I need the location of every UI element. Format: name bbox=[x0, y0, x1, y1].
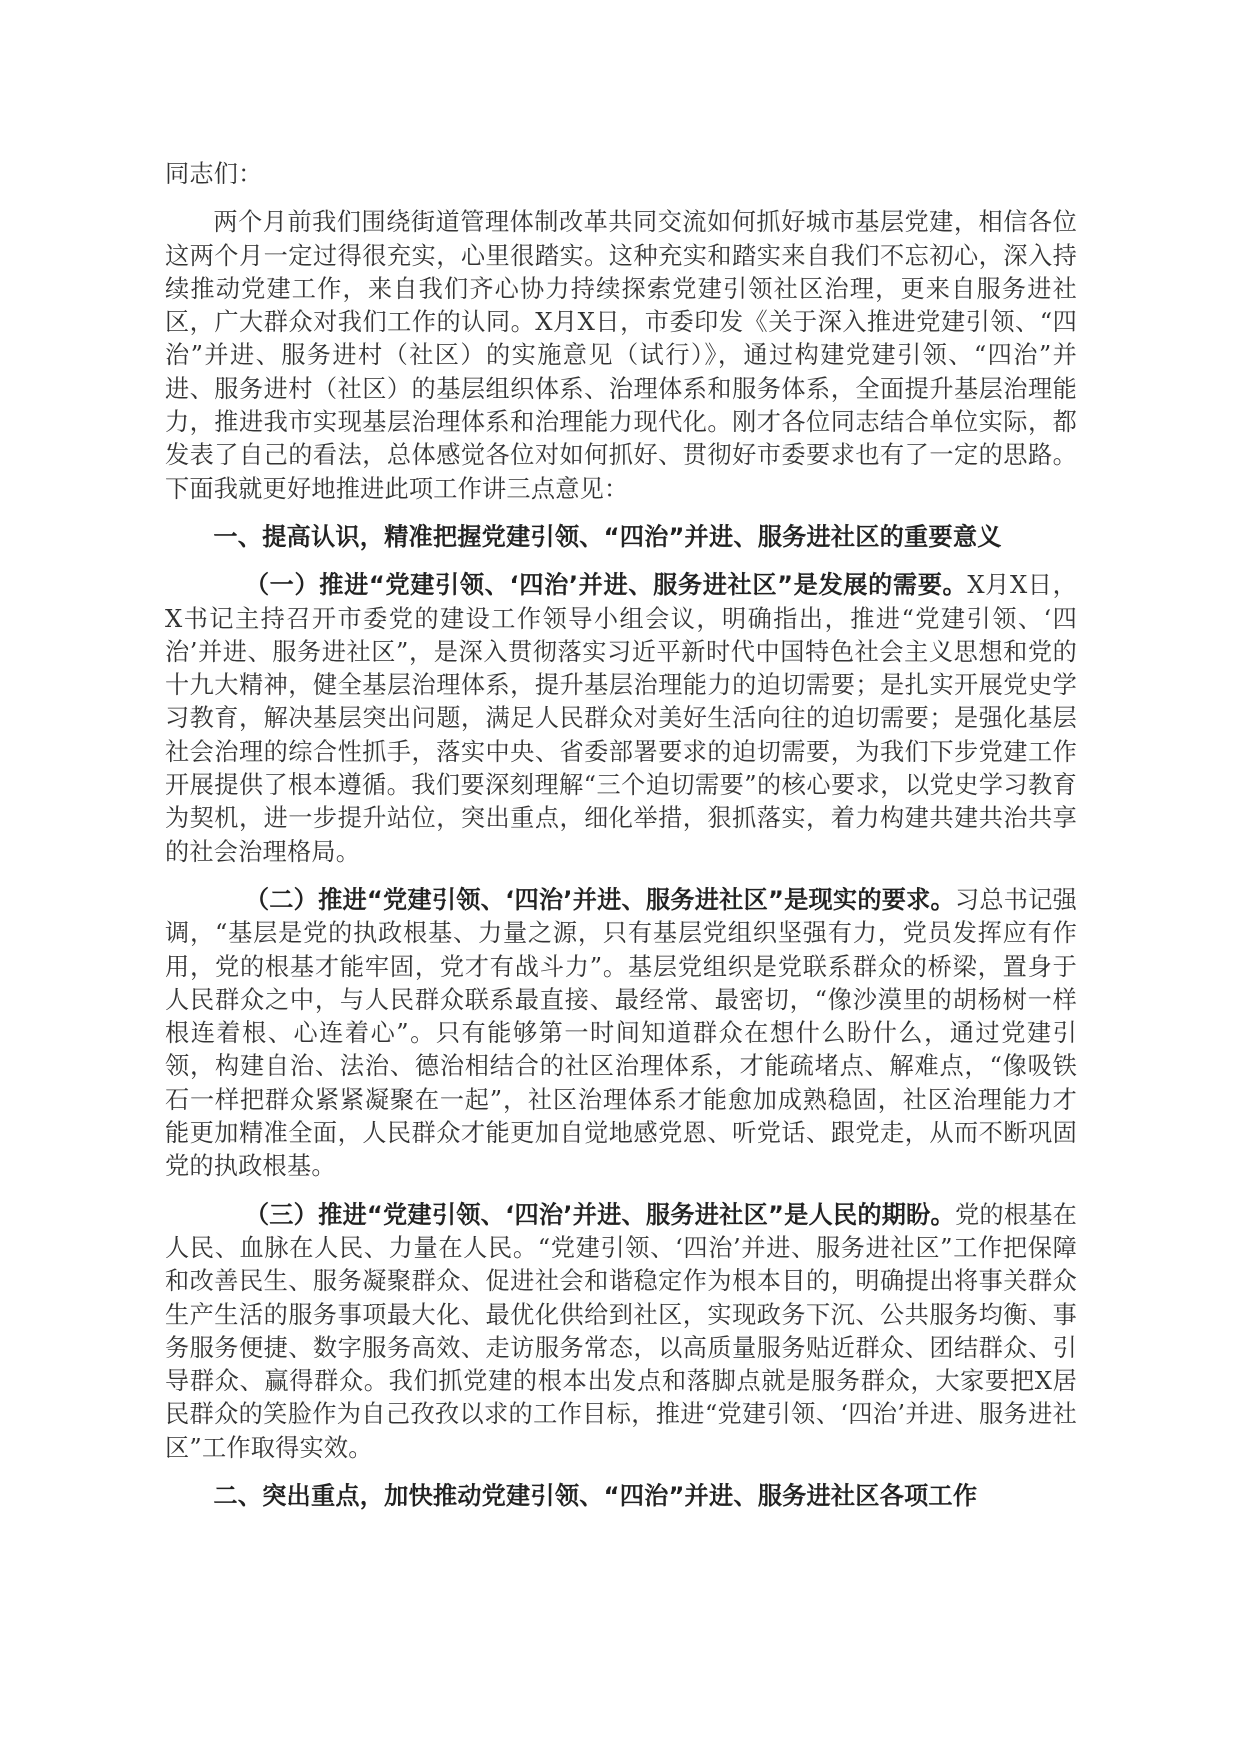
intro-paragraph: 两个月前我们围绕街道管理体制改革共同交流如何抓好城市基层党建，相信各位这两个月一定过得很充实，心里很踏实。这种充实和踏实来自我们不忘初心，深入持续推动党建工作，来自我们齐心协力持续探索党建引领社区治理，更来自服务进社区，广大群众对我们工作的认同。X月X日，市委印发《关于深入推进党建引领、“四治”并进、服务进村（社区）的实施意见（试行）》，通过构建党建引领、“四治”并进、服务进村（社区）的基层组织体系、治理体系和服务体系，全面提升基层治理能力，推进我市实现基层治理体系和治理能力现代化。刚才各位同志结合单位实际，都发表了自己的看法，总体感觉各位对如何抓好、贯彻好市委要求也有了一定的思路。下面我就更好地推进此项工作讲三点意见： bbox=[165, 208, 1077, 503]
section-2-heading: 二、突出重点，加快推动党建引领、“四治”并进、服务进社区各项工作 bbox=[213, 1481, 978, 1510]
item-3-body: 党的根基在人民、血脉在人民、力量在人民。“党建引领、‘四治’并进、服务进社区”工作把保障和改善民生、服务凝聚群众、促进社会和谐稳定作为根本目的，明确提出将事关群众生产生活的服务事项最大化、最优化供给到社区，实现政务下沉、公共服务均衡、事务服务便捷、数字服务高效、走访服务常态，以高质量服务贴近群众、团结群众、引导群众、赢得群众。我们抓党建的根本出发点和落脚点就是服务群众，大家要把X居民群众的笑脸作为自己孜孜以求的工作目标，推进“党建引领、‘四治’并进、服务进社区”工作取得实效。 bbox=[165, 1200, 1077, 1462]
item-2-lead: （二）推进“党建引领、‘四治’并进、服务进社区”是现实的要求。 bbox=[244, 885, 955, 914]
section-1-item-2 bbox=[165, 884, 1077, 1184]
item-2-body: 习总书记强调，“基层是党的执政根基、力量之源，只有基层党组织坚强有力，党员发挥应有作用，党的根基才能牢固，党才有战斗力”。基层党组织是党联系群众的桥梁，置身于人民群众之中，与人民群众联系最直接、最经常、最密切，“像沙漠里的胡杨树一样根连着根、心连着心”。只有能够第一时间知道群众在想什么盼什么，通过党建引领，构建自治、法治、德治相结合的社区治理体系，才能疏堵点、解难点，“像吸铁石一样把群众紧紧凝聚在一起”，社区治理体系才能愈加成熟稳固，社区治理能力才能更加精准全面，人民群众才能更加自觉地感党恩、听党话、跟党走，从而不断巩固党的执政根基。 bbox=[165, 885, 1077, 1181]
salutation: 同志们： bbox=[165, 160, 263, 188]
item-1-lead: （一）推进“党建引领、‘四治’并进、服务进社区”是发展的需要。 bbox=[244, 571, 968, 600]
section-1-heading: 一、提高认识，精准把握党建引领、“四治”并进、服务进社区的重要意义 bbox=[213, 522, 1002, 551]
item-3-lead: （三）推进“党建引领、‘四治’并进、服务进社区”是人民的期盼。 bbox=[244, 1200, 955, 1229]
item-1-body: X月X日，X书记主持召开市委党的建设工作领导小组会议，明确指出，推进“党建引领、‘四治’并进、服务进社区”，是深入贯彻落实习近平新时代中国特色社会主义思想和党的十九大精神，健全基层治理体系，提升基层治理能力的迫切需要；是扎实开展党史学习教育，解决基层突出问题，满足人民群众对美好生活向往的迫切需要；是强化基层社会治理的综合性抓手，落实中央、省委部署要求的迫切需要，为我们下步党建工作开展提供了根本遵循。我们要深刻理解“三个迫切需要”的核心要求，以党史学习教育为契机，进一步提升站位，突出重点，细化举措，狠抓落实，着力构建共建共治共享的社会治理格局。 bbox=[165, 571, 1077, 866]
section-1-item-3 bbox=[165, 1199, 1077, 1465]
document-page bbox=[165, 158, 1077, 1528]
section-1-item-1 bbox=[165, 569, 1077, 869]
